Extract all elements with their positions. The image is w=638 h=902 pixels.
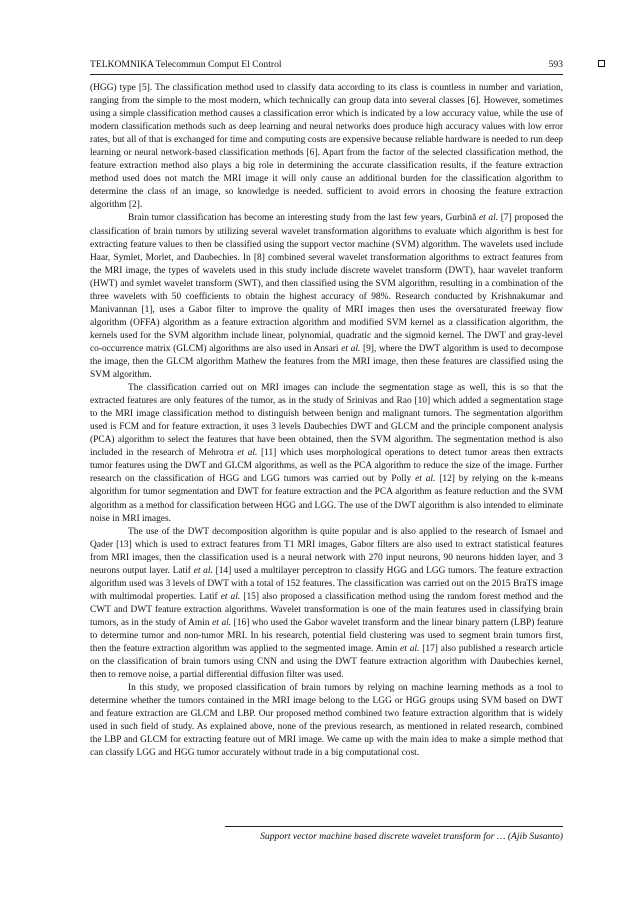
italic-text: et al.: [212, 617, 232, 628]
italic-text: et al.: [478, 213, 499, 224]
header-rule: [90, 74, 563, 75]
text-run: [15] also proposed a classification method using the random forest method and the CWT and DWT feature extraction algorithms. Wavelet transformation is one of the main features used in classifying brain tumors, as in the study of Amin: [90, 591, 563, 628]
paragraph: [90, 212, 563, 382]
text-run: [12] by relying on the k-means algorithm for tumor segmentation and DWT for feature extraction and the PCA algorithm as feature reduction and the SVM algorithm as a method for classification between HGG and LGG. The use of the DWT algorithm is also intended to eliminate noise in MRI images.: [90, 474, 563, 524]
italic-text: et al.: [193, 565, 213, 576]
text-run: In this study, we proposed classification of brain tumors by relying on machine learning methods as a tool to determine whether the tumors contained in the MRI image belong to the LGG or HGG groups using SVM based on DWT and feature extraction are GLCM and LBP. Our proposed method combined two feature extraction algorithm that is widely used in such field of study. As explained above, none of the previous research, as mentioned in related research, combined the LBP and GLCM for extracting feature out of MRI image. We came up with the main idea to make a simple method that can classify LGG and HGG tumor accurately without trade in a big computational cost.: [90, 683, 563, 759]
italic-text: et al.: [220, 591, 241, 602]
text-run: Brain tumor classification has become an interesting study from the last few years, Gurbină: [128, 213, 479, 224]
italic-text: et al.: [341, 343, 361, 354]
text-run: (HGG) type [5]. The classification method used to classify data according to its class is countless in number and variation, ranging from the simple to the most modern, which technically can group data into several classes [6]. However, sometimes using a simple classification method causes a classification error which is indicated by a low accuracy value, while the use of modern classification methods such as deep learning and neural networks does produce high accuracy values with low error rates, but all of that is exchanged for time and computing costs are expensive because reliable hardware is needed to run deep learning or neural network-based classification methods [6]. Apart from the factor of the selected classification method, the feature extraction method also plays a big role in determining the accurate classification results, if the feature extraction method used does not match the MRI image it will only cause an additional burden for the classification algorithm to determine the class of an image, so knowledge is needed. sufficient to avoid errors in choosing the feature extraction algorithm [2].: [90, 83, 563, 211]
page-header: [90, 58, 563, 74]
text-run: [14] used a multilayer perceptron to classify HGG and LGG tumors. The feature extraction algorithm used was 3 levels of DWT with a total of 152 features. The classification was carried out on the 2015 BraTS image with multimodal properties. Latif: [90, 565, 563, 602]
running-footer: Support vector machine based discrete wavelet transform for … (Ajib Susanto): [260, 831, 563, 842]
text-run: [16] who used the Gabor wavelet transform and the linear binary pattern (LBP) feature to determine tumor and non-tumor MRI. In his research, potential field clustering was used to segment brain tumors first, then the feature extraction algorithm was applied to the segmented image. Amin: [90, 617, 563, 655]
text-run: [7] proposed the classification of brain tumors by utilizing several wavelet transformation algorithms to evaluate which algorithm is best for extracting feature values to then be classified using the support vector machine (SVM) algorithm. The wavelets used include Haar, Symlet, Morlet, and Daubechies. In [8] combined several wavelet transformation algorithms to extract features from the MRI image, the types of wavelets used in this study include discrete wavelet transform (DWT), haar wavelet tranform (HWT) and symlet wavelet transform (SWT), and then classified using the SVM algorithm, resulting in a combination of the three wavelets with 50 coefficients to obtain the highest accuracy of 98%. Research conducted by Krishnakumar and Manivannan [1], uses a Gabor filter to improve the quality of MRI images then uses the oversaturated freeway flow algorithm (OFFA) algorithm as a feature extraction algorithm and modified SVM kernel as a classification algorithm, the kernels used for the SVM algorithm include linear, polynomial, quadratic and the sigmoid kernel. The DWT and gray-level co-occurrence matrix (GLCM) algorithms are also used in Ansari: [90, 213, 564, 354]
footer-rule: [225, 826, 563, 827]
italic-text: et al.: [400, 644, 420, 655]
article-body: [90, 82, 563, 760]
paragraph: [90, 82, 563, 212]
text-run: [11] which uses morphological operations to detect tumor areas then extracts tumor features using the DWT and GLCM algorithms, as well as the PCA algorithm to reduce the size of the image. Further research on the classification of HGG and LGG tumors was carried out by Polly: [90, 448, 563, 485]
journal-title: TELKOMNIKA Telecommun Comput El Control: [90, 59, 282, 70]
text-run: The use of the DWT decomposition algorithm is quite popular and is also applied to the research of Ismael and Qader [13] which is used to extract features from T1 MRI images, Gabor filters are also used to extract statistical features from MRI images, then the classification used is a neural network with 270 input neurons, 90 neurons hidden layer, and 3 neurons output layer. Latif: [90, 526, 563, 576]
page-number: 593: [548, 59, 563, 70]
italic-text: et al.: [237, 448, 258, 459]
paragraph: [90, 682, 563, 760]
text-run: The classification carried out on MRI images can include the segmentation stage as well, this is so that the extracted features are only features of the tumor, as in the study of Srinivas and Rao [10] which added a segmentation stage to the MRI image classification method to distinguish between benign and malignant tumors. The segmentation algorithm used is FCM and for feature extraction, it uses 3 levels Daubechies DWT and GLCM and the principle component analysis (PCA) algorithm to select the features that have been obtained, then the SVM algorithm. The segmentation method is also included in the research of Mehrotra: [90, 383, 563, 459]
paragraph: [90, 382, 563, 526]
text-run: [9], where the DWT algorithm is used to decompose the image, then the GLCM algorithm Mathew the features from the MRI image, then these features are classified using the SVM algorithm.: [90, 343, 564, 381]
text-run: [17] also published a research article on the classification of brain tumors using CNN and using the DWT feature extraction algorithm with Daubechies kernel, then to remove noise, a partial differential diffusion filter was used.: [90, 644, 564, 681]
italic-text: et al.: [415, 474, 436, 485]
checkbox-square-icon: [598, 60, 605, 67]
paragraph: [90, 526, 563, 683]
